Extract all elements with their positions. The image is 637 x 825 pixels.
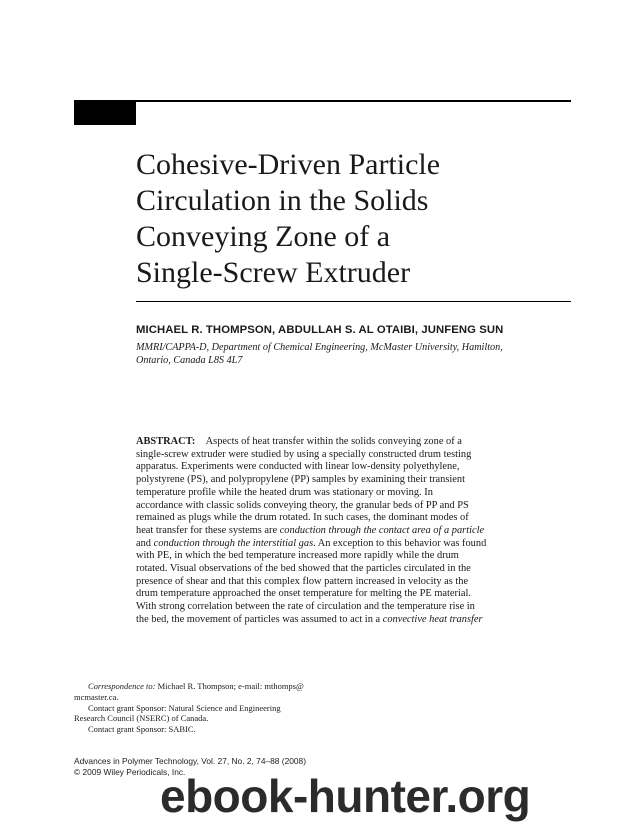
abstract-line: rotated. Visual observations of the bed showed that the particles circulated in the <box>136 563 471 575</box>
abstract-line: polystyrene (PS), and polypropylene (PP) samples by examining their transient <box>136 474 465 486</box>
chapter-tab-block <box>74 100 136 125</box>
abstract-line <box>136 538 576 551</box>
abstract <box>136 436 576 627</box>
footnotes <box>74 681 314 735</box>
title-line: Single-Screw Extruder <box>136 256 411 289</box>
abstract-italic-term: conduction through the contact area of a particle <box>279 524 485 536</box>
abstract-line: single-screw extruder were studied by using a specially constructed drum testing <box>136 448 472 460</box>
correspondence-email-cont: mcmaster.ca. <box>74 691 119 702</box>
abstract-line: apparatus. Experiments were conducted with linear low-density polyethylene, <box>136 461 460 473</box>
abstract-label: ABSTRACT: <box>136 436 196 447</box>
abstract-line: With strong correlation between the rate of circulation and the temperature rise in <box>136 601 475 613</box>
header-rule <box>74 100 571 102</box>
abstract-italic-term: convective heat transfer <box>382 613 483 625</box>
affiliation-line: MMRI/CAPPA-D, Department of Chemical Engineering, McMaster University, Hamilton, <box>136 342 503 353</box>
title-rule <box>136 301 571 302</box>
abstract-line: presence of shear and that this complex flow pattern increased in velocity as the <box>136 575 469 587</box>
abstract-line: temperature profile while the heated drum was stationary or moving. In <box>136 486 433 498</box>
abstract-text: and <box>136 537 154 549</box>
correspondence-text: Michael R. Thompson; e-mail: mthomps@ <box>155 681 304 691</box>
abstract-line: drum temperature approached the onset temperature for melting the PE material. <box>136 588 471 600</box>
title-line: Conveying Zone of a <box>136 220 391 253</box>
abstract-text: the bed, the movement of particles was assumed to act in a <box>136 613 383 625</box>
abstract-italic-term: conduction through the interstitial gas <box>153 537 314 549</box>
abstract-line: with PE, in which the bed temperature increased more rapidly while the drum <box>136 550 459 562</box>
correspondence-note <box>74 681 314 692</box>
grant-sponsor-line: Research Council (NSERC) of Canada. <box>74 713 209 724</box>
abstract-text: . An exception to this behavior was found <box>313 537 487 549</box>
author-list: MICHAEL R. THOMPSON, ABDULLAH S. AL OTAIBI, JUNFENG SUN <box>136 324 504 336</box>
abstract-text: heat transfer for these systems are <box>136 524 280 536</box>
watermark-text: ebook-hunter.org <box>160 770 531 822</box>
grant-sponsor-line: Contact grant Sponsor: Natural Science and Engineering <box>88 702 281 713</box>
abstract-line <box>136 436 576 449</box>
abstract-line <box>136 614 576 627</box>
abstract-text: Aspects of heat transfer within the solids conveying zone of a <box>205 436 462 447</box>
abstract-line: accordance with classic solids conveying theory, the granular beds of PP and PS <box>136 499 469 511</box>
correspondence-label: Correspondence to: <box>88 681 156 691</box>
title-line: Cohesive-Driven Particle <box>136 148 441 181</box>
citation-line: Advances in Polymer Technology, Vol. 27, No. 2, 74–88 (2008) <box>74 756 307 766</box>
affiliation-line: Ontario, Canada L8S 4L7 <box>136 354 243 366</box>
article-title <box>136 147 576 291</box>
abstract-line: remained as plugs while the drum rotated. In such cases, the dominant modes of <box>136 512 469 524</box>
title-line: Circulation in the Solids <box>136 184 429 217</box>
abstract-line <box>136 525 576 538</box>
copyright-line: © 2009 Wiley Periodicals, Inc. <box>74 767 186 777</box>
affiliation <box>136 342 576 367</box>
grant-sponsor-line: Contact grant Sponsor: SABIC. <box>88 724 196 735</box>
